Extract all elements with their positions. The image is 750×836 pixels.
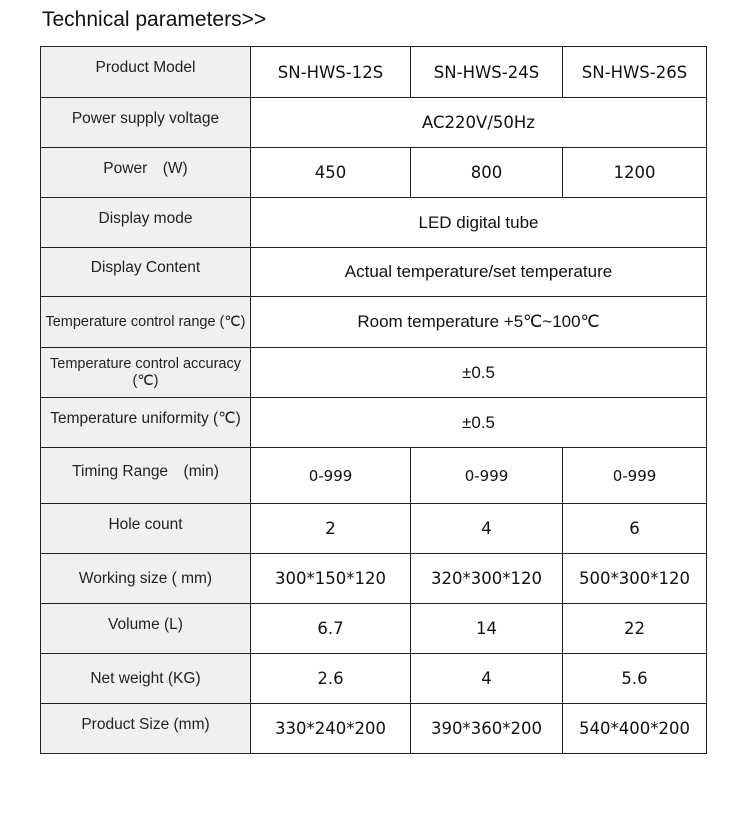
temp-range-value: Room temperature +5℃~100℃ (251, 297, 707, 348)
voltage-value: AC220V/50Hz (251, 98, 707, 148)
row-label-volume: Volume (L) (41, 604, 251, 654)
product-size-cell: 330*240*200 (251, 704, 411, 754)
net-weight-cell: 2.6 (251, 654, 411, 704)
parameters-table (40, 46, 707, 754)
table-row-product-size (41, 704, 707, 754)
table-row-timing (41, 448, 707, 504)
table-row-net-weight (41, 654, 707, 704)
display-content-value: Actual temperature/set temperature (251, 248, 707, 297)
row-label-temp-range: Temperature control range (℃) (41, 297, 251, 348)
table-row-working-size (41, 554, 707, 604)
row-label-product-model: Product Model (41, 47, 251, 98)
holes-cell: 6 (563, 504, 707, 554)
timing-cell: 0-999 (563, 448, 707, 504)
power-cell: 450 (251, 148, 411, 198)
net-weight-cell: 4 (411, 654, 563, 704)
row-label-power: Power (W) (41, 148, 251, 198)
volume-cell: 22 (563, 604, 707, 654)
row-label-temp-accuracy: Temperature control accuracy (℃) (41, 348, 251, 398)
row-label-working-size: Working size ( mm) (41, 554, 251, 604)
volume-cell: 6.7 (251, 604, 411, 654)
row-label-voltage: Power supply voltage (41, 98, 251, 148)
row-label-holes: Hole count (41, 504, 251, 554)
product-size-cell: 390*360*200 (411, 704, 563, 754)
table-row-temp-accuracy (41, 348, 707, 398)
model-cell: SN-HWS-12S (251, 47, 411, 98)
timing-cell: 0-999 (251, 448, 411, 504)
row-label-display-content: Display Content (41, 248, 251, 297)
table-row-product-model (41, 47, 707, 98)
table-row-display-content (41, 248, 707, 297)
temp-uniformity-value: ±0.5 (251, 398, 707, 448)
model-cell: SN-HWS-24S (411, 47, 563, 98)
row-label-net-weight: Net weight (KG) (41, 654, 251, 704)
model-cell: SN-HWS-26S (563, 47, 707, 98)
row-label-display-mode: Display mode (41, 198, 251, 248)
product-size-cell: 540*400*200 (563, 704, 707, 754)
display-mode-value: LED digital tube (251, 198, 707, 248)
volume-cell: 14 (411, 604, 563, 654)
table-row-volume (41, 604, 707, 654)
table-row-holes (41, 504, 707, 554)
table-row-power (41, 148, 707, 198)
working-size-cell: 300*150*120 (251, 554, 411, 604)
holes-cell: 4 (411, 504, 563, 554)
temp-accuracy-value: ±0.5 (251, 348, 707, 398)
power-cell: 1200 (563, 148, 707, 198)
row-label-temp-uniformity: Temperature uniformity (℃) (41, 398, 251, 448)
table-row-temp-uniformity (41, 398, 707, 448)
table-row-display-mode (41, 198, 707, 248)
power-cell: 800 (411, 148, 563, 198)
holes-cell: 2 (251, 504, 411, 554)
net-weight-cell: 5.6 (563, 654, 707, 704)
table-row-voltage (41, 98, 707, 148)
row-label-timing: Timing Range (min) (41, 448, 251, 504)
table-row-temp-range (41, 297, 707, 348)
page-title: Technical parameters>> (42, 8, 267, 31)
working-size-cell: 500*300*120 (563, 554, 707, 604)
working-size-cell: 320*300*120 (411, 554, 563, 604)
timing-cell: 0-999 (411, 448, 563, 504)
row-label-product-size: Product Size (mm) (41, 704, 251, 754)
